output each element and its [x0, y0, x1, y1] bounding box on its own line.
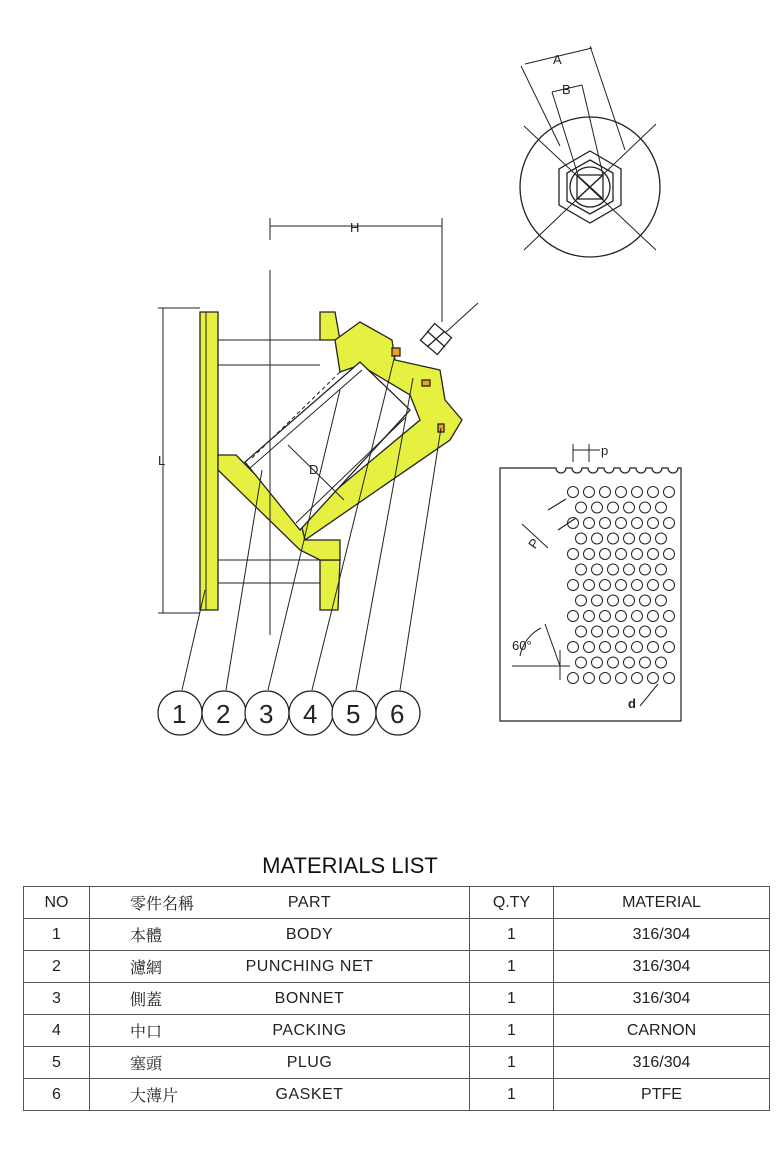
- dim-label-d-hole: d: [628, 696, 636, 711]
- dim-label-d: D: [309, 462, 319, 477]
- cell-material: PTFE: [554, 1079, 770, 1111]
- perforation-hole: [568, 642, 579, 653]
- perforation-hole: [576, 564, 587, 575]
- gasket-accent: [422, 380, 430, 386]
- perforation-hole: [608, 657, 619, 668]
- perforation-hole: [592, 533, 603, 544]
- perforation-hole: [616, 518, 627, 529]
- cell-cn: 側蓋: [130, 992, 163, 1009]
- callout-number-3: 3: [259, 699, 274, 729]
- cell-cn: 中口: [130, 1024, 163, 1041]
- perforation-holes: [568, 487, 675, 684]
- perforation-hole: [648, 580, 659, 591]
- perforation-hole: [624, 595, 635, 606]
- perforation-hole: [640, 595, 651, 606]
- perforation-hole: [584, 487, 595, 498]
- perforation-hole: [576, 533, 587, 544]
- perforation-hole: [600, 487, 611, 498]
- perforation-hole: [664, 580, 675, 591]
- body-left-wall: [200, 312, 218, 610]
- cell-cn: 濾網: [130, 960, 163, 977]
- header-part: PART: [287, 893, 332, 911]
- cell-material: 316/304: [554, 919, 770, 951]
- perforation-hole: [568, 611, 579, 622]
- callout-number-1: 1: [172, 699, 187, 729]
- perforation-hole: [616, 549, 627, 560]
- perforation-hole: [608, 564, 619, 575]
- cell-material: 316/304: [554, 983, 770, 1015]
- cell-no: 3: [24, 983, 90, 1015]
- cell-no: 2: [24, 951, 90, 983]
- callout-number-2: 2: [216, 699, 231, 729]
- table-row: [24, 951, 770, 983]
- perforation-hole: [592, 502, 603, 513]
- cell-qty: 1: [470, 1015, 554, 1047]
- perforation-detail: [500, 444, 681, 721]
- perforation-hole: [656, 502, 667, 513]
- perforation-hole: [656, 564, 667, 575]
- perforation-hole: [624, 564, 635, 575]
- cell-qty: 1: [470, 951, 554, 983]
- packing-accent: [392, 348, 400, 356]
- perforation-hole: [584, 611, 595, 622]
- perforation-hole: [648, 611, 659, 622]
- perforation-hole: [576, 626, 587, 637]
- perforation-hole: [608, 502, 619, 513]
- perforation-hole: [584, 673, 595, 684]
- perforation-hole: [568, 549, 579, 560]
- perforation-hole: [568, 673, 579, 684]
- perforation-hole: [592, 657, 603, 668]
- materials-list-title: MATERIALS LIST: [262, 853, 438, 878]
- perforation-hole: [616, 580, 627, 591]
- cell-material: 316/304: [554, 1047, 770, 1079]
- table-row: [24, 1015, 770, 1047]
- perforation-hole: [592, 564, 603, 575]
- perforation-hole: [640, 626, 651, 637]
- perforation-hole: [648, 673, 659, 684]
- header-qty: Q.TY: [470, 887, 554, 919]
- perforation-hole: [600, 611, 611, 622]
- dim-label-p-lower: p: [601, 443, 609, 458]
- perforation-hole: [624, 502, 635, 513]
- end-view: [520, 46, 660, 257]
- callouts: [158, 691, 420, 735]
- header-material: MATERIAL: [554, 887, 770, 919]
- perforation-hole: [568, 580, 579, 591]
- dim-label-angle: 60°: [512, 638, 532, 653]
- table-row: [24, 919, 770, 951]
- perforation-hole: [600, 518, 611, 529]
- callout-number-4: 4: [303, 699, 318, 729]
- perforation-hole: [632, 673, 643, 684]
- table-header-row: [24, 887, 770, 919]
- perforation-hole: [608, 595, 619, 606]
- dim-label-a: A: [553, 52, 562, 67]
- header-cn: 零件名稱: [130, 896, 195, 913]
- callout-number-6: 6: [390, 699, 405, 729]
- perforation-hole: [624, 657, 635, 668]
- perforation-hole: [664, 673, 675, 684]
- cell-qty: 1: [470, 919, 554, 951]
- materials-table: [23, 886, 770, 1111]
- cell-no: 5: [24, 1047, 90, 1079]
- perforation-hole: [664, 611, 675, 622]
- perforation-hole: [616, 487, 627, 498]
- perforation-hole: [584, 518, 595, 529]
- perforation-hole: [624, 533, 635, 544]
- dim-label-b: B: [562, 82, 571, 97]
- cell-part: BODY: [285, 925, 334, 943]
- dim-label-h: H: [350, 220, 360, 235]
- cell-part: PLUG: [286, 1053, 333, 1071]
- perforation-hole: [656, 595, 667, 606]
- cell-part: GASKET: [275, 1085, 344, 1103]
- perforation-hole: [600, 549, 611, 560]
- perforation-hole: [600, 673, 611, 684]
- perforation-hole: [584, 642, 595, 653]
- perforation-hole: [648, 487, 659, 498]
- cell-part: PACKING: [272, 1021, 347, 1039]
- perforation-hole: [632, 487, 643, 498]
- perforation-hole: [664, 487, 675, 498]
- cell-no: 4: [24, 1015, 90, 1047]
- header-part-group: [90, 887, 470, 919]
- perforation-hole: [656, 657, 667, 668]
- table-row: [24, 1079, 770, 1111]
- cell-qty: 1: [470, 1079, 554, 1111]
- cell-cn: 本體: [130, 928, 163, 945]
- cell-material: CARNON: [554, 1015, 770, 1047]
- perforation-hole: [616, 673, 627, 684]
- perforation-hole: [632, 642, 643, 653]
- perforation-hole: [600, 580, 611, 591]
- perforation-hole: [640, 657, 651, 668]
- perforation-hole: [664, 549, 675, 560]
- cell-material: 316/304: [554, 951, 770, 983]
- cell-cn: 塞頭: [130, 1056, 163, 1073]
- perforation-hole: [608, 626, 619, 637]
- perforation-hole: [600, 642, 611, 653]
- cell-part: BONNET: [274, 989, 345, 1007]
- perforation-hole: [640, 502, 651, 513]
- header-no: NO: [24, 887, 90, 919]
- perforation-hole: [584, 549, 595, 560]
- callout-number-5: 5: [346, 699, 361, 729]
- perforation-hole: [576, 657, 587, 668]
- cell-no: 6: [24, 1079, 90, 1111]
- dim-label-l: L: [158, 453, 166, 468]
- perforation-hole: [640, 533, 651, 544]
- perforation-hole: [632, 611, 643, 622]
- perforation-hole: [656, 626, 667, 637]
- perforation-hole: [632, 549, 643, 560]
- perforation-hole: [632, 580, 643, 591]
- cell-part: PUNCHING NET: [245, 957, 374, 975]
- cell-cn: 大薄片: [130, 1088, 179, 1105]
- perforation-hole: [648, 642, 659, 653]
- perforation-hole: [616, 611, 627, 622]
- perforation-hole: [592, 595, 603, 606]
- table-row: [24, 1047, 770, 1079]
- perforation-hole: [584, 580, 595, 591]
- perforation-hole: [632, 518, 643, 529]
- perforation-hole: [576, 502, 587, 513]
- perforation-hole: [616, 642, 627, 653]
- perforation-hole: [576, 595, 587, 606]
- cell-qty: 1: [470, 1047, 554, 1079]
- perforation-hole: [648, 549, 659, 560]
- cell-qty: 1: [470, 983, 554, 1015]
- perforation-hole: [648, 518, 659, 529]
- section-view: [158, 218, 478, 690]
- perforation-hole: [664, 642, 675, 653]
- perforation-hole: [664, 518, 675, 529]
- table-row: [24, 983, 770, 1015]
- perforation-hole: [640, 564, 651, 575]
- dim-label-p-upper: P: [525, 535, 543, 552]
- perforation-hole: [568, 487, 579, 498]
- perforation-hole: [592, 626, 603, 637]
- perforation-hole: [656, 533, 667, 544]
- perforation-hole: [608, 533, 619, 544]
- perforation-hole: [624, 626, 635, 637]
- cell-no: 1: [24, 919, 90, 951]
